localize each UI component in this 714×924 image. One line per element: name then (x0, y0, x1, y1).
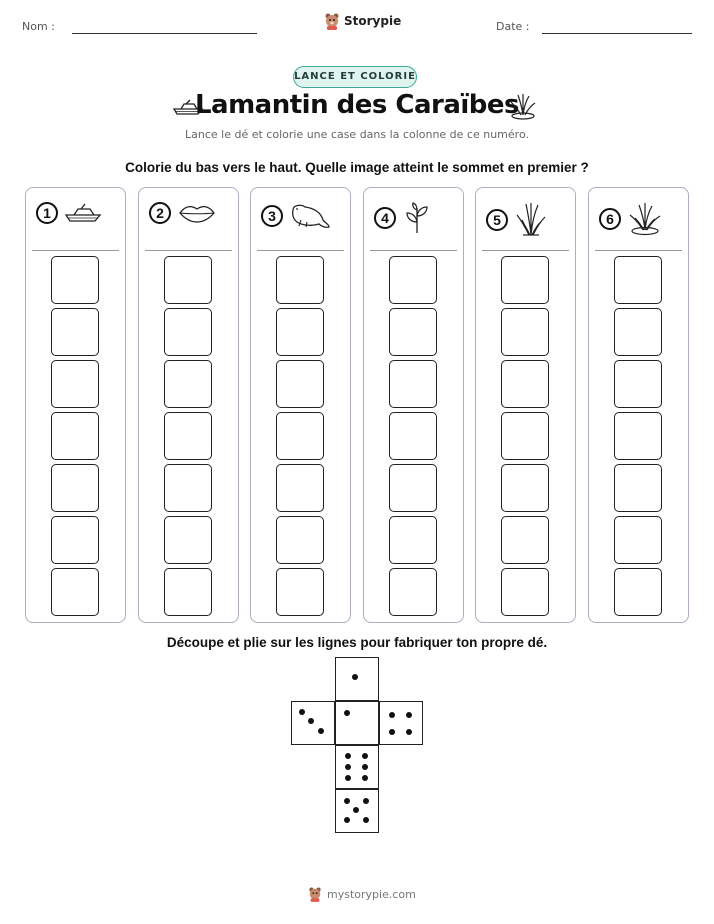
die-pip (362, 775, 368, 781)
color-box[interactable] (389, 360, 437, 408)
column-divider (145, 250, 232, 251)
page-title: Lamantin des Caraïbes (194, 90, 520, 120)
die-pip (389, 729, 395, 735)
die-pip (362, 764, 368, 770)
column-divider (595, 250, 682, 251)
color-box[interactable] (614, 308, 662, 356)
color-box[interactable] (51, 516, 99, 564)
color-box[interactable] (51, 568, 99, 616)
boat-icon (64, 202, 104, 224)
dice-instruction: Découpe et plie sur les lignes pour fabriquer ton propre dé. (166, 635, 548, 650)
lips-icon (177, 202, 217, 224)
color-box[interactable] (614, 516, 662, 564)
plant-sprout-icon (402, 202, 432, 234)
die-pip (344, 817, 350, 823)
column-number: 4 (374, 207, 396, 229)
column-divider (257, 250, 344, 251)
color-box[interactable] (614, 360, 662, 408)
column-1 (25, 187, 126, 623)
name-line[interactable] (72, 33, 257, 34)
die-pip (363, 798, 369, 804)
die-pip (353, 807, 359, 813)
die-face-one (335, 701, 379, 745)
color-box[interactable] (501, 308, 549, 356)
die-pip (344, 710, 350, 716)
color-box[interactable] (164, 308, 212, 356)
footer-url[interactable]: mystorypie.com (327, 887, 416, 901)
column-5 (475, 187, 576, 623)
column-number: 5 (486, 209, 508, 231)
die-pip (344, 798, 350, 804)
color-box[interactable] (51, 464, 99, 512)
color-box[interactable] (276, 308, 324, 356)
color-box[interactable] (164, 360, 212, 408)
color-box[interactable] (276, 516, 324, 564)
footer (308, 886, 416, 902)
storypie-mascot-icon (324, 12, 340, 30)
die-pip (352, 674, 358, 680)
die-pip (363, 817, 369, 823)
color-box[interactable] (51, 412, 99, 460)
color-box[interactable] (389, 568, 437, 616)
die-face-five (335, 789, 379, 833)
seagrass-clump-icon (627, 202, 663, 236)
column-3 (250, 187, 351, 623)
color-box[interactable] (164, 464, 212, 512)
color-box[interactable] (389, 308, 437, 356)
color-box[interactable] (501, 256, 549, 304)
color-box[interactable] (276, 568, 324, 616)
column-2 (138, 187, 239, 623)
activity-badge: LANCE ET COLORIE (293, 66, 417, 88)
die-pip (406, 729, 412, 735)
color-box[interactable] (501, 568, 549, 616)
die-pip (318, 728, 324, 734)
color-box[interactable] (164, 516, 212, 564)
color-box[interactable] (389, 412, 437, 460)
die-pip (299, 709, 305, 715)
die-face-four (379, 701, 423, 745)
brand-logo (324, 12, 401, 30)
color-box[interactable] (501, 464, 549, 512)
die-pip (345, 753, 351, 759)
color-box[interactable] (614, 412, 662, 460)
color-box[interactable] (389, 464, 437, 512)
column-divider (482, 250, 569, 251)
column-divider (32, 250, 119, 251)
color-box[interactable] (614, 256, 662, 304)
die-pip (345, 764, 351, 770)
color-box[interactable] (389, 256, 437, 304)
color-box[interactable] (164, 568, 212, 616)
die-pip (362, 753, 368, 759)
color-box[interactable] (276, 256, 324, 304)
color-box[interactable] (164, 256, 212, 304)
die-face-six (335, 745, 379, 789)
die-face-three (291, 701, 335, 745)
column-number: 2 (149, 202, 171, 224)
column-divider (370, 250, 457, 251)
date-line[interactable] (542, 33, 692, 34)
brand-name: Storypie (344, 14, 402, 28)
column-number: 1 (36, 202, 58, 224)
date-label: Date : (496, 20, 530, 33)
color-box[interactable] (276, 412, 324, 460)
color-box[interactable] (164, 412, 212, 460)
color-box[interactable] (276, 360, 324, 408)
die-pip (345, 775, 351, 781)
column-number: 3 (261, 205, 283, 227)
name-label: Nom : (22, 20, 55, 33)
color-box[interactable] (614, 568, 662, 616)
manatee-icon (289, 202, 331, 230)
die-pip (406, 712, 412, 718)
color-box[interactable] (51, 256, 99, 304)
column-6 (588, 187, 689, 623)
column-4 (363, 187, 464, 623)
page-subtitle: Lance le dé et colorie une case dans la colonne de ce numéro. (185, 128, 529, 141)
color-box[interactable] (276, 464, 324, 512)
color-box[interactable] (389, 516, 437, 564)
color-box[interactable] (501, 412, 549, 460)
color-box[interactable] (501, 516, 549, 564)
die-pip (308, 718, 314, 724)
coloring-instruction: Colorie du bas vers le haut. Quelle image atteint le sommet en premier ? (125, 160, 589, 175)
die-face-one (335, 657, 379, 701)
color-box[interactable] (51, 360, 99, 408)
seagrass-clump-icon (508, 92, 538, 120)
color-box[interactable] (614, 464, 662, 512)
color-box[interactable] (51, 308, 99, 356)
storypie-mascot-icon (308, 886, 322, 902)
seagrass-icon (514, 202, 548, 238)
die-pip (389, 712, 395, 718)
color-box[interactable] (501, 360, 549, 408)
column-number: 6 (599, 208, 621, 230)
